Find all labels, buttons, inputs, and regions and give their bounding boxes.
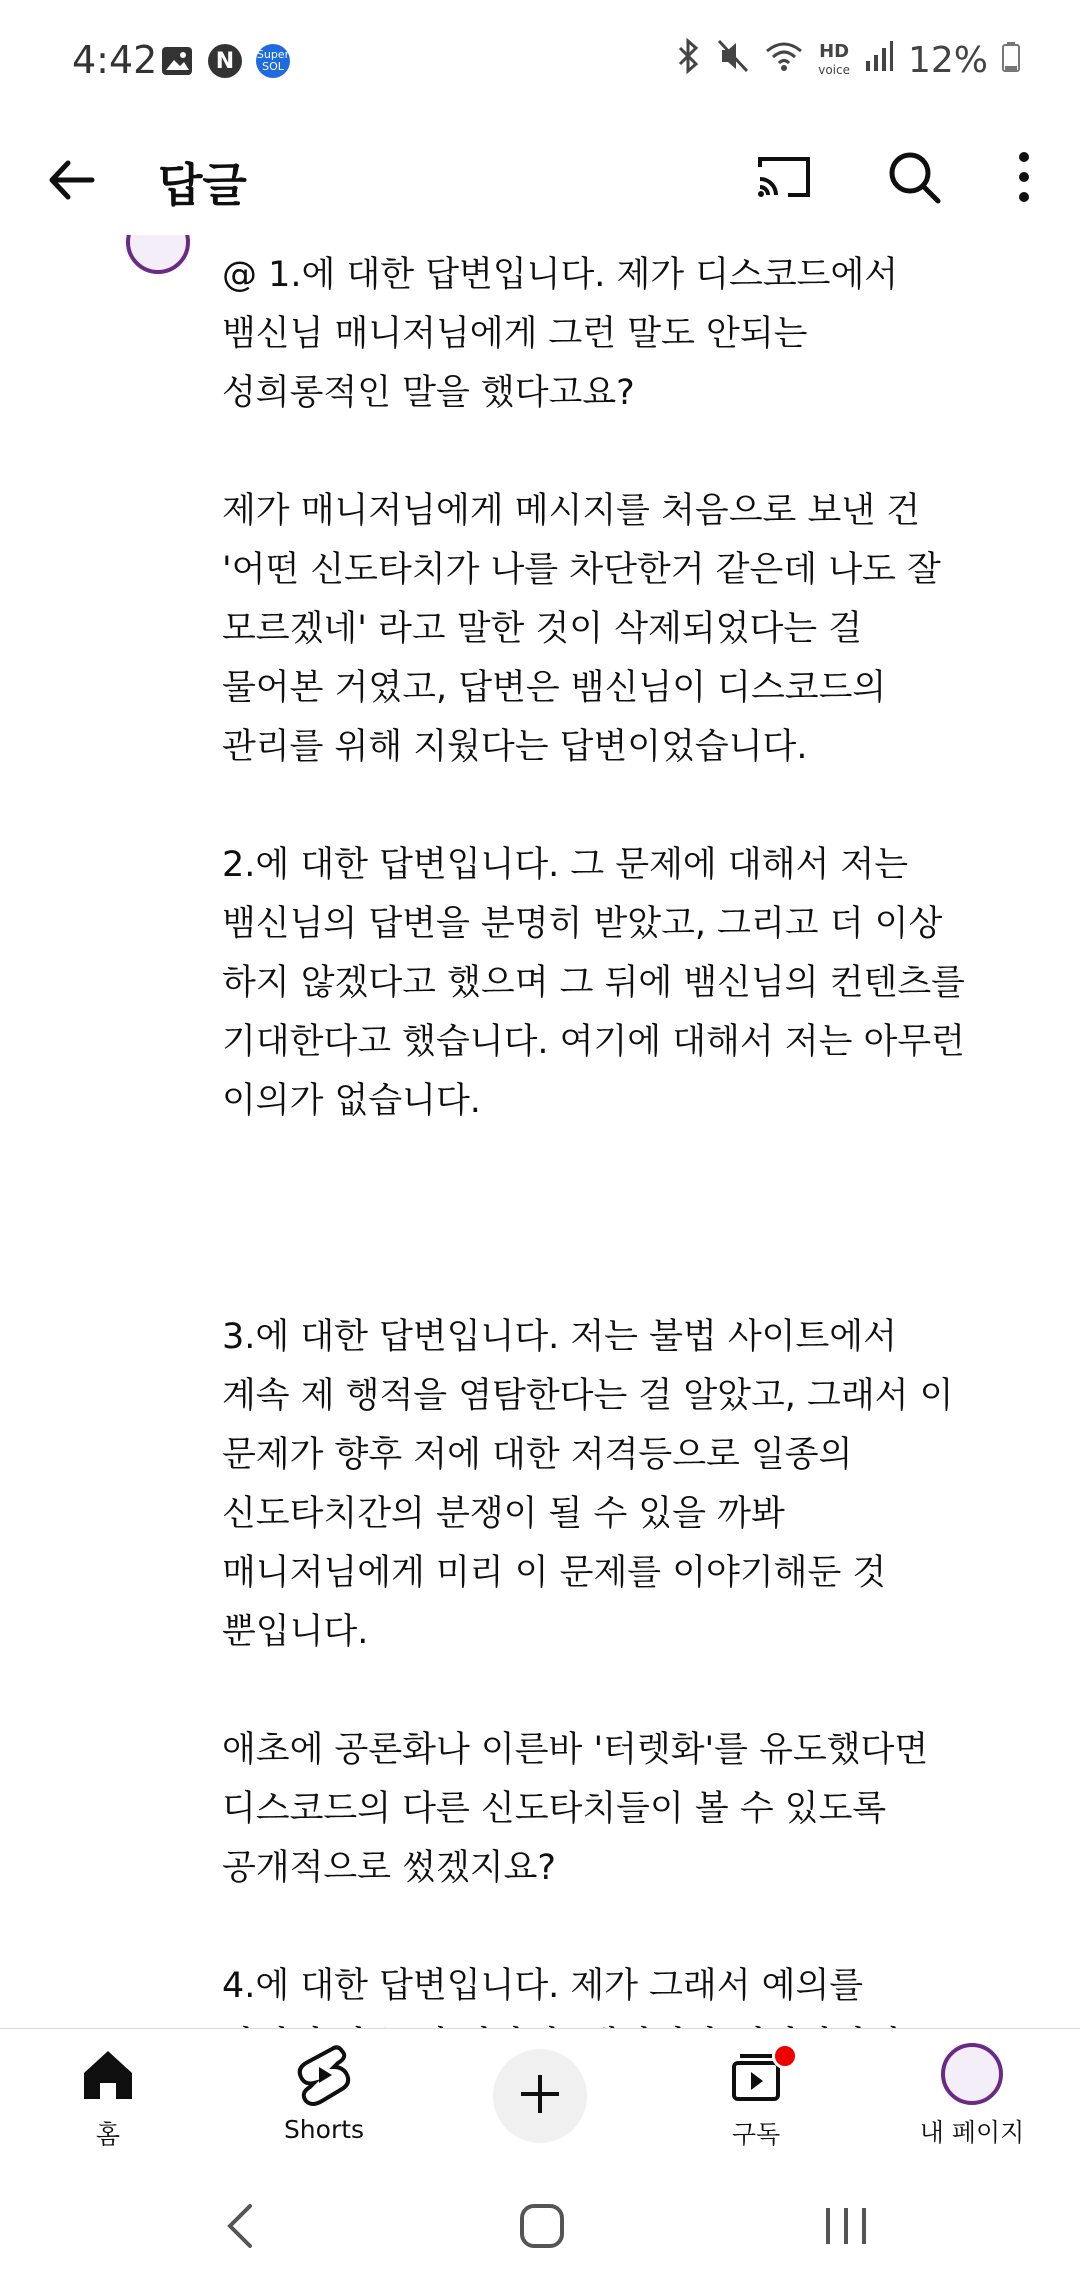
battery-percent: 12% bbox=[907, 40, 988, 81]
system-back-icon[interactable] bbox=[212, 2198, 272, 2254]
home-icon bbox=[76, 2043, 140, 2107]
plus-icon bbox=[517, 2071, 563, 2121]
system-nav-bar bbox=[0, 2168, 1080, 2280]
back-arrow-icon[interactable] bbox=[40, 147, 106, 213]
create-button[interactable] bbox=[493, 2049, 587, 2143]
notification-dot bbox=[772, 2043, 798, 2069]
status-bar bbox=[0, 0, 1080, 125]
nav-shorts[interactable] bbox=[244, 2043, 404, 2144]
nav-my-page-label: 내 페이지 bbox=[919, 2118, 1025, 2147]
nav-my-page[interactable] bbox=[892, 2043, 1052, 2149]
search-icon[interactable] bbox=[882, 145, 946, 209]
subscriptions-icon bbox=[724, 2043, 788, 2107]
nav-shorts-label: Shorts bbox=[283, 2115, 365, 2144]
battery-icon bbox=[1002, 40, 1020, 81]
hd-label: HD bbox=[819, 40, 850, 62]
cast-icon[interactable] bbox=[752, 145, 816, 209]
shorts-icon bbox=[292, 2043, 356, 2107]
nav-home[interactable] bbox=[28, 2043, 188, 2151]
comment-text: @ 1.에 대한 답변입니다. 제가 디스코드에서 뱀신님 매니저님에게 그런 말도 안되는 성희롱적인 말을 했다고요? 제가 매니저님에게 메시지를 처음으로 보낸 건 '어떤 신도타치가 나를 차단한거 같은데 나도 잘 모르겠네' 라고 말한 것이 삭제되었다는 걸 물어본 거였고, 답변은 뱀신님이 디스코드의 관리를 위해 지웠다는 답변이었습니다. 2.에 대한 답변입니다. 그 문제에 대해서 저는 뱀신님의 답변을 분명히 받았고, 그리고 더 이상 하지 않겠다고 했으며 그 뒤에 뱀신님의 컨텐츠를 기대한다고 했습니다. 여기에 대해서 저는 아무런 이의가 없습니다. 3.에 대한 답변입니다. 저는 불법 사이트에서 계속 제 행적을 염탐한다는 걸 알았고, 그래서 이 문제가 향후 저에 대한 저격등으로 일종의 신도타치간의 분쟁이 될 수 있을 까봐 매니저님에게 미리 이 문제를 이야기해둔 것 뿐입니다. 애초에 공론화나 이른바 '터렛화'를 유도했다면 디스코드의 다른 신도타치들이 볼 수 있도록 공개적으로 썼겠지요? 4.에 대한 답변입니다. 제가 그래서 예의를 bbox=[222, 255, 965, 2006]
profile-avatar bbox=[941, 2043, 1003, 2105]
nav-home-label: 홈 bbox=[95, 2120, 121, 2149]
n-app-icon: N bbox=[208, 44, 242, 78]
hd-voice-icon bbox=[818, 40, 850, 79]
nav-subscriptions[interactable] bbox=[676, 2043, 836, 2151]
more-vert-icon[interactable] bbox=[1000, 145, 1048, 209]
nav-subscriptions-label: 구독 bbox=[731, 2120, 781, 2149]
system-home-icon[interactable] bbox=[512, 2198, 572, 2254]
reply-content[interactable] bbox=[0, 200, 1080, 2028]
system-recents-icon[interactable] bbox=[816, 2198, 876, 2254]
voice-label: voice bbox=[818, 62, 850, 77]
mute-icon bbox=[716, 38, 750, 83]
super-sol-icon: Super SOL bbox=[256, 44, 290, 78]
status-left-icons bbox=[160, 44, 290, 78]
bluetooth-icon bbox=[676, 38, 702, 83]
signal-icon bbox=[864, 39, 894, 82]
wifi-icon bbox=[764, 39, 804, 82]
bottom-nav bbox=[0, 2028, 1080, 2169]
status-time: 4:42 bbox=[72, 38, 158, 82]
status-right-icons bbox=[676, 38, 1020, 83]
app-bar bbox=[0, 125, 1080, 235]
page-title: 답글 bbox=[158, 158, 247, 212]
gallery-icon bbox=[160, 44, 194, 78]
